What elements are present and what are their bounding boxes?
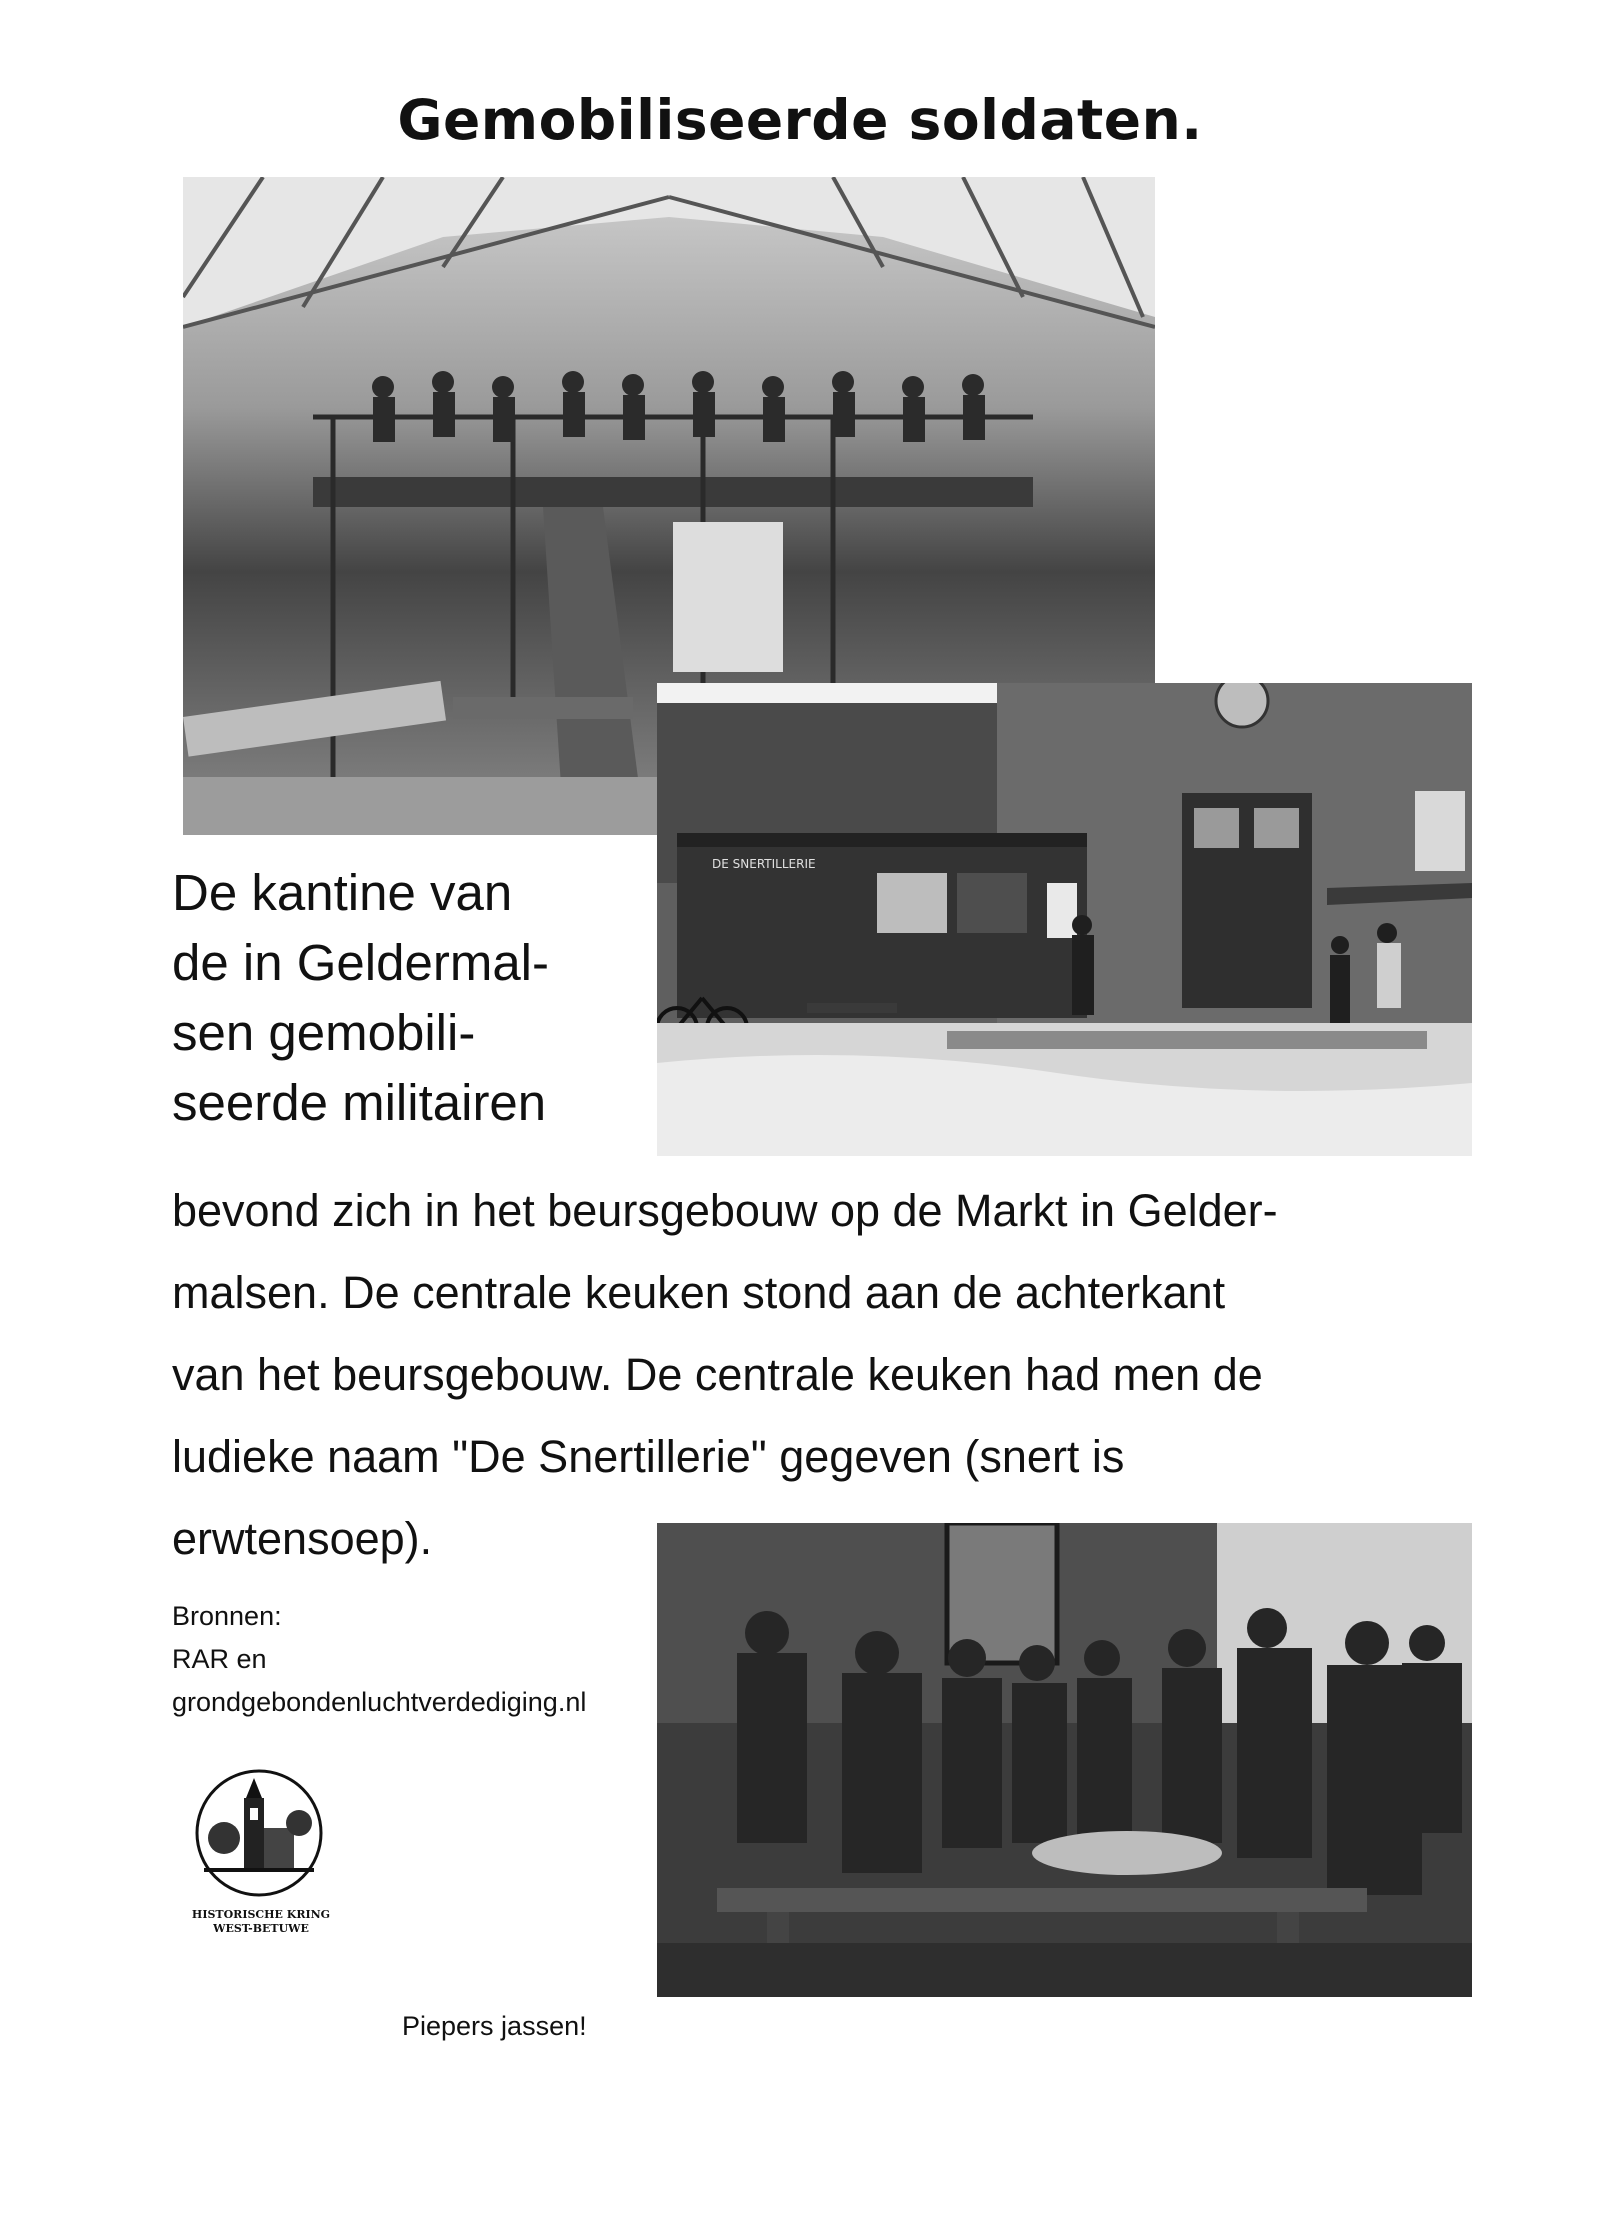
intro-line: de in Geldermal- <box>172 934 549 991</box>
snertillerie-sign: DE SNERTILLERIE <box>712 857 816 871</box>
intro-text <box>172 858 549 1138</box>
intro-line: sen gemobili- <box>172 1004 476 1061</box>
body-line: erwtensoep). <box>172 1513 433 1564</box>
page-title: Gemobiliseerde soldaten. <box>397 88 1203 152</box>
body-line: malsen. De centrale keuken stond aan de achterkant <box>172 1267 1226 1318</box>
church-tower-icon <box>194 1768 324 1898</box>
sources-heading: Bronnen: <box>172 1601 282 1631</box>
central-kitchen-photo <box>657 683 1472 1156</box>
body-line: van het beursgebouw. De centrale keuken had men de <box>172 1349 1263 1400</box>
body-line: ludieke naam "De Snertillerie" gegeven (snert is <box>172 1431 1125 1482</box>
sources-line: RAR en <box>172 1644 267 1674</box>
body-text <box>172 1170 1432 1580</box>
peeling-potatoes-photo <box>657 1523 1472 1997</box>
historische-kring-logo <box>186 1768 336 1936</box>
intro-line: seerde militairen <box>172 1074 547 1131</box>
sources-block <box>172 1595 586 1724</box>
sources-link: grondgebondenluchtverdediging.nl <box>172 1687 587 1717</box>
logo-text-line: WEST-BETUWE <box>213 1922 309 1935</box>
intro-line: De kantine van <box>172 864 513 921</box>
photo-caption: Piepers jassen! <box>402 2011 587 2041</box>
body-line: bevond zich in het beursgebouw op de Markt in Gelder- <box>172 1185 1278 1236</box>
logo-text-line: HISTORISCHE KRING <box>191 1908 331 1921</box>
